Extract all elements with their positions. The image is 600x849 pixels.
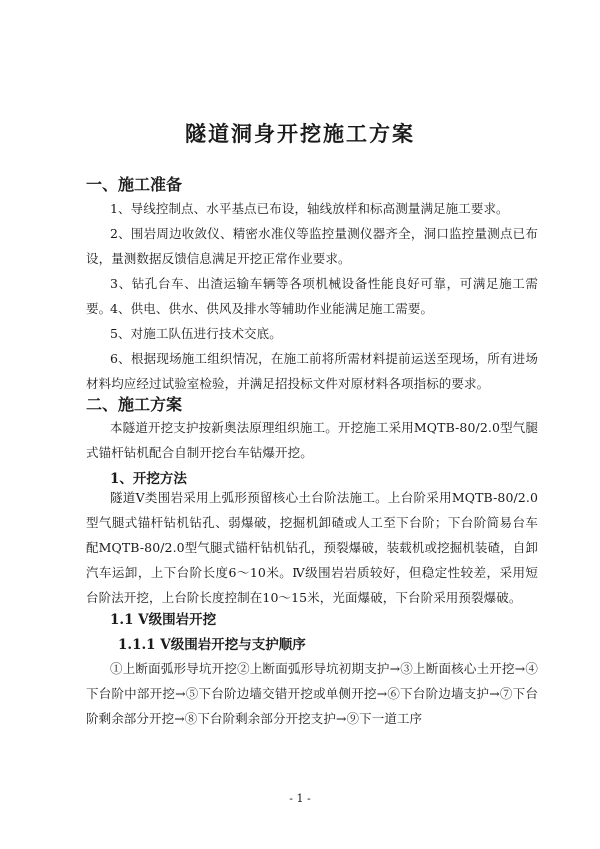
preparation-item-6: 6、根据现场施工组织情况，在施工前将所需材料提前运送至现场，所有进场材料均应经过试验室检验，并满足招投标文件对原材料各项指标的要求。 — [86, 351, 538, 391]
preparation-item-4: 4、供电、供水、供风及排水等辅助作业能满足施工需要。 — [110, 301, 434, 316]
subsection-heading-grade-v-sequence: 1.1.1 Ⅴ级围岩开挖与支护顺序 — [118, 637, 306, 653]
document-title: 隧道洞身开挖施工方案 — [185, 121, 415, 146]
preparation-item-3: 3、钻孔台车、出渣运输车辆等各项机械设备性能良好可靠，可满足施工需要。 — [86, 276, 538, 316]
grade-v-sequence-body: ①上断面弧形导坑开挖②上断面弧形导坑初期支护→③上断面核心土开挖→④下台阶中部开挖→⑤下台阶边墙交错开挖或单侧开挖→⑥下台阶边墙支护→⑦下台阶剩余部分开挖→⑧下台阶剩余部分开挖支护→⑨下一道工序 — [86, 661, 538, 726]
subsection-heading-excavation-method: 1、开挖方法 — [110, 471, 187, 487]
page-number: - 1 - — [289, 792, 311, 805]
preparation-item-5: 5、对施工队伍进行技术交底。 — [110, 326, 282, 341]
section-heading-plan: 二、施工方案 — [86, 395, 183, 414]
subsection-heading-grade-v: 1.1 Ⅴ级围岩开挖 — [110, 612, 217, 628]
preparation-item-1: 1、导线控制点、水平基点已布设，轴线放样和标高测量满足施工要求。 — [110, 201, 509, 216]
section-heading-preparation: 一、施工准备 — [86, 175, 183, 194]
preparation-item-2: 2、围岩周边收敛仪、精密水准仪等监控量测仪器齐全，洞口监控量测点已布设，量测数据反馈信息满足开挖正常作业要求。 — [86, 226, 538, 266]
excavation-method-body: 隧道Ⅴ类围岩采用上弧形预留核心土台阶法施工。上台阶采用MQTB-80/2.0型气腿式锚杆钻机钻孔、弱爆破，挖掘机卸碴或人工至下台阶；下台阶简易台车配MQTB-80/2.0型气腿式锚杆钻机钻孔，预裂爆破，装载机或挖掘机装碴，自卸汽车运卸，上下台阶长度6～10米。Ⅳ级围岩岩质较好，但稳定性较差，采用短台阶法开挖，上台阶长度控制在10～15米，光面爆破，下台阶采用预裂爆破。 — [86, 490, 538, 605]
plan-intro: 本隧道开挖支护按新奥法原理组织施工。开挖施工采用MQTB-80/2.0型气腿式锚杆钻机配合自制开挖台车钻爆开挖。 — [86, 420, 538, 460]
